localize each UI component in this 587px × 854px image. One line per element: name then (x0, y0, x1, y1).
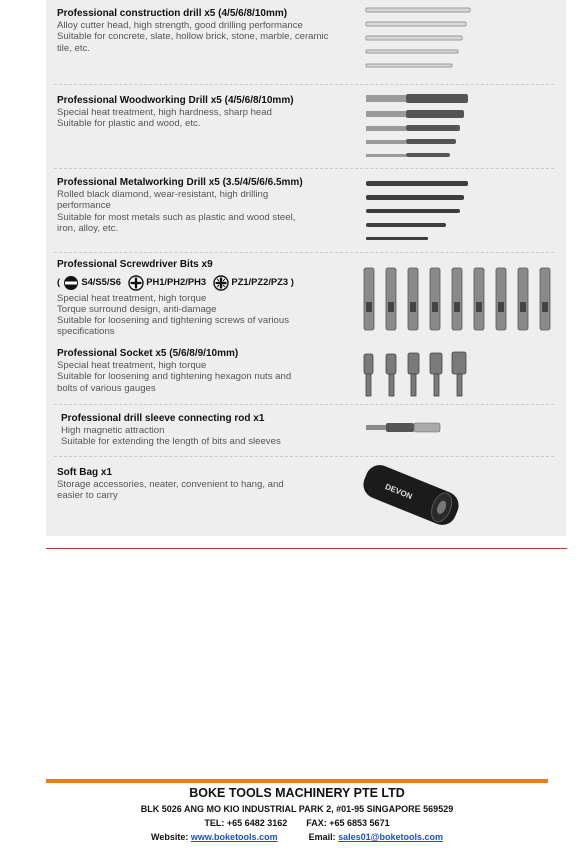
description-line: Suitable for loosening and tightening hexagon nuts and (57, 371, 292, 383)
description-line: bolts of various gauges (57, 382, 156, 394)
soft-bag-image (356, 462, 466, 528)
contact-phones (46, 818, 548, 828)
section-divider (54, 456, 554, 457)
section-divider (54, 404, 554, 405)
company-name: BOKE TOOLS MACHINERY PTE LTD (189, 786, 405, 800)
description-line: Rolled black diamond, wear-resistant, high drilling (57, 189, 269, 200)
description-line: performance (57, 200, 111, 212)
description-line: High magnetic attraction (61, 425, 165, 436)
description-line: Torque surround design, anti-damage (57, 303, 217, 315)
section-title: Professional Metalworking Drill x5 (3.5/4/5/6/6.5mm) (57, 177, 303, 188)
bit-type-phillips: PH1/PH2/PH3 (146, 276, 207, 287)
section-title: Soft Bag x1 (57, 467, 113, 478)
fax: FAX: +65 6853 5671 (306, 818, 390, 828)
section-title: Professional construction drill x5 (4/5/6/8/10mm) (57, 8, 288, 19)
description-line: Alloy cutter head, high strength, good drilling performance (57, 20, 303, 31)
email-link[interactable]: sales01@boketools.com (338, 832, 443, 842)
description-line: iron, alloy, etc. (57, 222, 119, 234)
socket-set-image (362, 350, 482, 400)
section-divider (54, 252, 554, 253)
description-line: Suitable for loosening and tightening screws of various (57, 315, 289, 327)
bit-type-pozidriv: PZ1/PZ2/PZ3 (231, 276, 289, 287)
footer-rule (46, 779, 548, 783)
slotted-screw-icon (63, 275, 79, 291)
section-divider (54, 168, 554, 169)
phillips-screw-icon (128, 275, 144, 291)
pozidriv-screw-icon (213, 275, 229, 291)
product-list-panel (46, 0, 566, 536)
section-title: Professional Woodworking Drill x5 (4/5/6/8/10mm) (57, 95, 294, 106)
description-line: Storage accessories, neater, convenient to hang, and (57, 479, 284, 490)
description-line: Special heat treatment, high torque (57, 360, 207, 371)
section-divider (54, 84, 554, 85)
description-line: Suitable for plastic and wood, etc. (57, 118, 201, 130)
description-line: tile, etc. (57, 42, 91, 54)
section-title: Professional Socket x5 (5/6/8/9/10mm) (57, 348, 239, 359)
description-line: specifications (57, 326, 115, 338)
company-address: BLK 5026 ANG MO KIO INDUSTRIAL PARK 2, #01-95 SINGAPORE 569529 (140, 804, 454, 814)
metalworking-drill-bits-image (364, 178, 474, 248)
description-line: Special heat treatment, high hardness, sharp head (57, 107, 272, 118)
bit-type-slotted: S4/S5/S6 (81, 276, 121, 287)
email-label: Email: (308, 832, 336, 842)
description-line: Suitable for concrete, slate, hollow brick, stone, marble, ceramic (57, 31, 329, 43)
description-line: Special heat treatment, high torque (57, 292, 207, 304)
bit-type-row: ( S4/S5/S6 PH1/PH2/PH3 PZ1/PZ2/PZ3 ) (57, 274, 367, 291)
screwdriver-bits-image (360, 262, 560, 334)
description-line: Suitable for most metals such as plastic and wood steel, (57, 211, 296, 223)
telephone: TEL: +65 6482 3162 (204, 818, 288, 828)
section-title: Professional Screwdriver Bits x9 (57, 259, 213, 270)
description-line: Suitable for extending the length of bits and sleeves (61, 436, 281, 448)
construction-drill-bits-image (364, 4, 474, 76)
description-line: easier to carry (57, 490, 118, 502)
woodworking-drill-bits-image (364, 92, 474, 164)
contact-web (46, 832, 548, 842)
section-end-rule (46, 548, 567, 549)
website-label: Website: (151, 832, 189, 842)
website-link[interactable]: www.boketools.com (190, 832, 278, 842)
brand-label: DEVON (383, 482, 414, 502)
section-title: Professional drill sleeve connecting rod x1 (61, 413, 265, 424)
connecting-rod-image (364, 420, 444, 436)
